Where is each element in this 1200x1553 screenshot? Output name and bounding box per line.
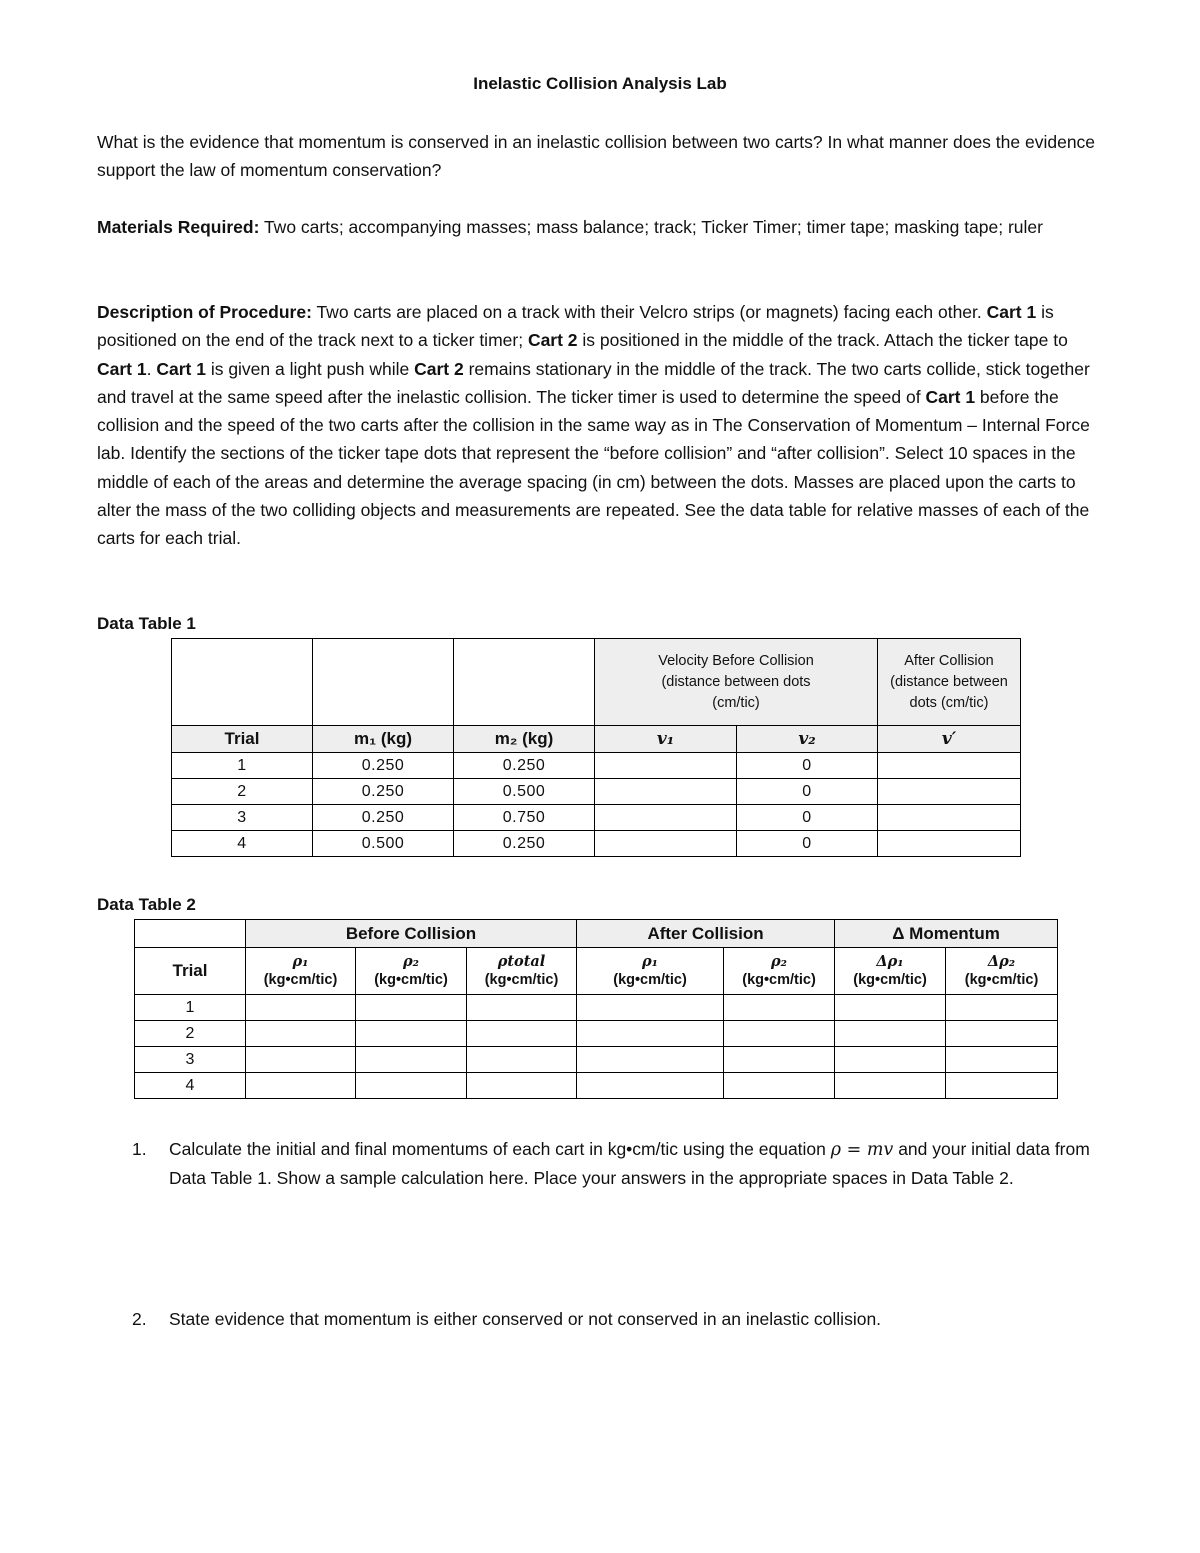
table-cell[interactable] xyxy=(467,995,577,1021)
table-cell[interactable] xyxy=(356,1073,467,1099)
col-unit: (kg•cm/tic) xyxy=(374,972,448,988)
table-cell[interactable] xyxy=(595,753,737,779)
cart-1-ref: Cart 1 xyxy=(925,386,976,407)
table-cell: 0.500 xyxy=(313,831,454,857)
procedure-text: before the collision and the speed of the two carts after the collision in the same way as in The Conservation of Momentum – Internal Force lab. Identify the sections of the ticker tape dots that represent the “before collision” and “after collision”. Select 10 spaces in the middle of each of the areas and determine the average spacing (in cm) between the dots. Masses are placed upon the carts to alter the mass of the two colliding objects and measurements are repeated. See the data table for relative masses of each of the carts for each trial. xyxy=(97,386,1090,549)
table-cell: 0 xyxy=(737,831,878,857)
cart-2-ref: Cart 2 xyxy=(414,358,464,379)
table-row xyxy=(135,1047,1058,1073)
table1-velocity-header xyxy=(595,639,878,726)
table2-col-header xyxy=(946,948,1058,995)
table-cell[interactable] xyxy=(878,831,1021,857)
table1-col-header: v₁ xyxy=(595,726,737,753)
table1-col-header: m₁ (kg) xyxy=(313,726,454,753)
table-cell[interactable] xyxy=(595,779,737,805)
table-cell: 0.250 xyxy=(454,753,595,779)
trial-cell: 4 xyxy=(135,1073,246,1099)
intro-paragraph: What is the evidence that momentum is conserved in an inelastic collision between two carts? In what manner does the evidence support the law of momentum conservation? xyxy=(97,132,1096,181)
table1-col-header: v′ xyxy=(878,726,1021,753)
table2-group-before: Before Collision xyxy=(246,920,577,948)
materials-label: Materials Required: xyxy=(97,217,260,237)
data-table-2 xyxy=(134,919,1058,1099)
materials-paragraph xyxy=(97,213,1107,241)
table-cell[interactable] xyxy=(246,995,356,1021)
table-row xyxy=(172,805,1021,831)
table2-blank-header xyxy=(135,920,246,948)
question-text-part: and your initial data from Data Table 1. Show a sample calculation here. Place your answers in the appropriate spaces in Data Table 2. xyxy=(169,1139,1090,1189)
col-symbol: Δρ₁ xyxy=(876,953,904,970)
table1-col-header: Trial xyxy=(172,726,313,753)
procedure-text: is positioned on the end of the track next to a ticker timer; xyxy=(97,302,1054,351)
table-cell[interactable] xyxy=(835,1021,946,1047)
table1-after-header xyxy=(878,639,1021,726)
table-cell[interactable] xyxy=(577,1047,724,1073)
question-2 xyxy=(132,1305,1092,1335)
table-cell: 3 xyxy=(172,805,313,831)
table1-col-header: v₂ xyxy=(737,726,878,753)
procedure-text: . xyxy=(146,358,157,379)
table-cell[interactable] xyxy=(577,1021,724,1047)
table-cell[interactable] xyxy=(595,831,737,857)
procedure-text: Two carts are placed on a track with their Velcro strips (or magnets) facing each other. xyxy=(311,302,987,322)
table-cell[interactable] xyxy=(246,1047,356,1073)
data-table-2-label: Data Table 2 xyxy=(97,895,196,914)
table-cell[interactable] xyxy=(595,805,737,831)
table-cell[interactable] xyxy=(356,995,467,1021)
table-cell[interactable] xyxy=(946,1073,1058,1099)
table-cell[interactable] xyxy=(577,995,724,1021)
table-cell: 0 xyxy=(737,779,878,805)
table-cell: 4 xyxy=(172,831,313,857)
question-1 xyxy=(132,1135,1092,1225)
table-cell: 0.250 xyxy=(313,805,454,831)
table-cell[interactable] xyxy=(878,805,1021,831)
table-row xyxy=(135,1021,1058,1047)
table-cell[interactable] xyxy=(835,995,946,1021)
col-unit: (kg•cm/tic) xyxy=(742,972,816,988)
velocity-header-text: Velocity Before Collision (distance between dots (cm/tic) xyxy=(658,652,814,711)
col-unit: (kg•cm/tic) xyxy=(853,972,927,988)
table-cell[interactable] xyxy=(467,1047,577,1073)
table2-trial-header: Trial xyxy=(135,948,246,995)
table-cell: 0.250 xyxy=(313,779,454,805)
table2-col-header xyxy=(356,948,467,995)
table-cell: 0.500 xyxy=(454,779,595,805)
table-cell[interactable] xyxy=(356,1047,467,1073)
cart-1-ref: Cart 1 xyxy=(97,358,147,379)
col-symbol: ρ₂ xyxy=(771,953,788,970)
procedure-text: is positioned in the middle of the track. Attach the ticker tape to xyxy=(577,330,1068,351)
table1-blank-header xyxy=(313,639,454,726)
procedure-paragraph xyxy=(97,298,1107,553)
col-unit: (kg•cm/tic) xyxy=(484,972,559,988)
col-symbol: ρ₁ xyxy=(642,953,659,970)
table-cell: 1 xyxy=(172,753,313,779)
after-header-text: After Collision (distance between dots (cm/tic) xyxy=(890,652,1008,711)
table-row xyxy=(172,753,1021,779)
table-cell[interactable] xyxy=(724,1021,835,1047)
table1-blank-header xyxy=(172,639,313,726)
table2-col-header xyxy=(724,948,835,995)
col-unit: (kg•cm/tic) xyxy=(263,972,338,988)
question-number: 1. xyxy=(132,1139,147,1159)
table-cell[interactable] xyxy=(467,1021,577,1047)
table-cell: 0 xyxy=(737,753,878,779)
table-row xyxy=(135,995,1058,1021)
col-symbol: Δρ₂ xyxy=(987,953,1016,970)
table-cell[interactable] xyxy=(246,1073,356,1099)
table-cell[interactable] xyxy=(467,1073,577,1099)
table-cell: 0.750 xyxy=(454,805,595,831)
table-cell[interactable] xyxy=(878,779,1021,805)
table-cell[interactable] xyxy=(724,1047,835,1073)
table2-col-header xyxy=(467,948,577,995)
table-row xyxy=(172,779,1021,805)
cart-1-ref: Cart 1 xyxy=(156,358,206,379)
col-symbol: ρtotal xyxy=(497,953,546,970)
momentum-equation: ρ = mv xyxy=(830,1140,894,1160)
table2-group-after: After Collision xyxy=(577,920,835,948)
table-cell[interactable] xyxy=(878,753,1021,779)
trial-cell: 2 xyxy=(135,1021,246,1047)
question-text: State evidence that momentum is either conserved or not conserved in an inelastic collision. xyxy=(169,1309,882,1329)
table-cell[interactable] xyxy=(835,1047,946,1073)
data-table-1 xyxy=(171,638,1021,857)
table-row xyxy=(135,1073,1058,1099)
table-cell[interactable] xyxy=(246,1021,356,1047)
table-cell[interactable] xyxy=(946,1047,1058,1073)
col-unit: (kg•cm/tic) xyxy=(613,972,687,988)
table-cell[interactable] xyxy=(577,1073,724,1099)
question-text xyxy=(169,1135,1099,1193)
table-cell: 0 xyxy=(737,805,878,831)
procedure-label: Description of Procedure: xyxy=(97,302,312,322)
procedure-text: remains stationary in the middle of the track. The two carts collide, stick together and travel at the same speed after the inelastic collision. The ticker timer is used to determine the speed of xyxy=(97,358,1090,407)
col-symbol: ρ₂ xyxy=(403,953,419,970)
materials-text: Two carts; accompanying masses; mass balance; track; Ticker Timer; timer tape; masking tape; ruler xyxy=(259,217,1043,237)
data-table-1-label: Data Table 1 xyxy=(97,614,196,633)
table-cell[interactable] xyxy=(835,1073,946,1099)
table-cell: 2 xyxy=(172,779,313,805)
table-cell: 0.250 xyxy=(313,753,454,779)
table-cell: 0.250 xyxy=(454,831,595,857)
procedure-text: is given a light push while xyxy=(205,358,415,379)
table-cell[interactable] xyxy=(724,995,835,1021)
table1-col-header: m₂ (kg) xyxy=(454,726,595,753)
table-row xyxy=(172,831,1021,857)
trial-cell: 3 xyxy=(135,1047,246,1073)
page-title: Inelastic Collision Analysis Lab xyxy=(473,74,727,93)
col-unit: (kg•cm/tic) xyxy=(964,972,1039,988)
table1-blank-header xyxy=(454,639,595,726)
table-cell[interactable] xyxy=(946,995,1058,1021)
table-cell[interactable] xyxy=(724,1073,835,1099)
table-cell[interactable] xyxy=(356,1021,467,1047)
table2-group-delta: Δ Momentum xyxy=(835,920,1058,948)
table2-col-header xyxy=(835,948,946,995)
question-text-part: Calculate the initial and final momentums of each cart in kg•cm/tic using the equation xyxy=(169,1139,831,1159)
table2-col-header xyxy=(246,948,356,995)
question-number: 2. xyxy=(132,1309,147,1329)
col-symbol: ρ₁ xyxy=(292,953,309,970)
table2-col-header xyxy=(577,948,724,995)
table-cell[interactable] xyxy=(946,1021,1058,1047)
trial-cell: 1 xyxy=(135,995,246,1021)
cart-2-ref: Cart 2 xyxy=(527,330,578,351)
cart-1-ref: Cart 1 xyxy=(986,302,1037,322)
